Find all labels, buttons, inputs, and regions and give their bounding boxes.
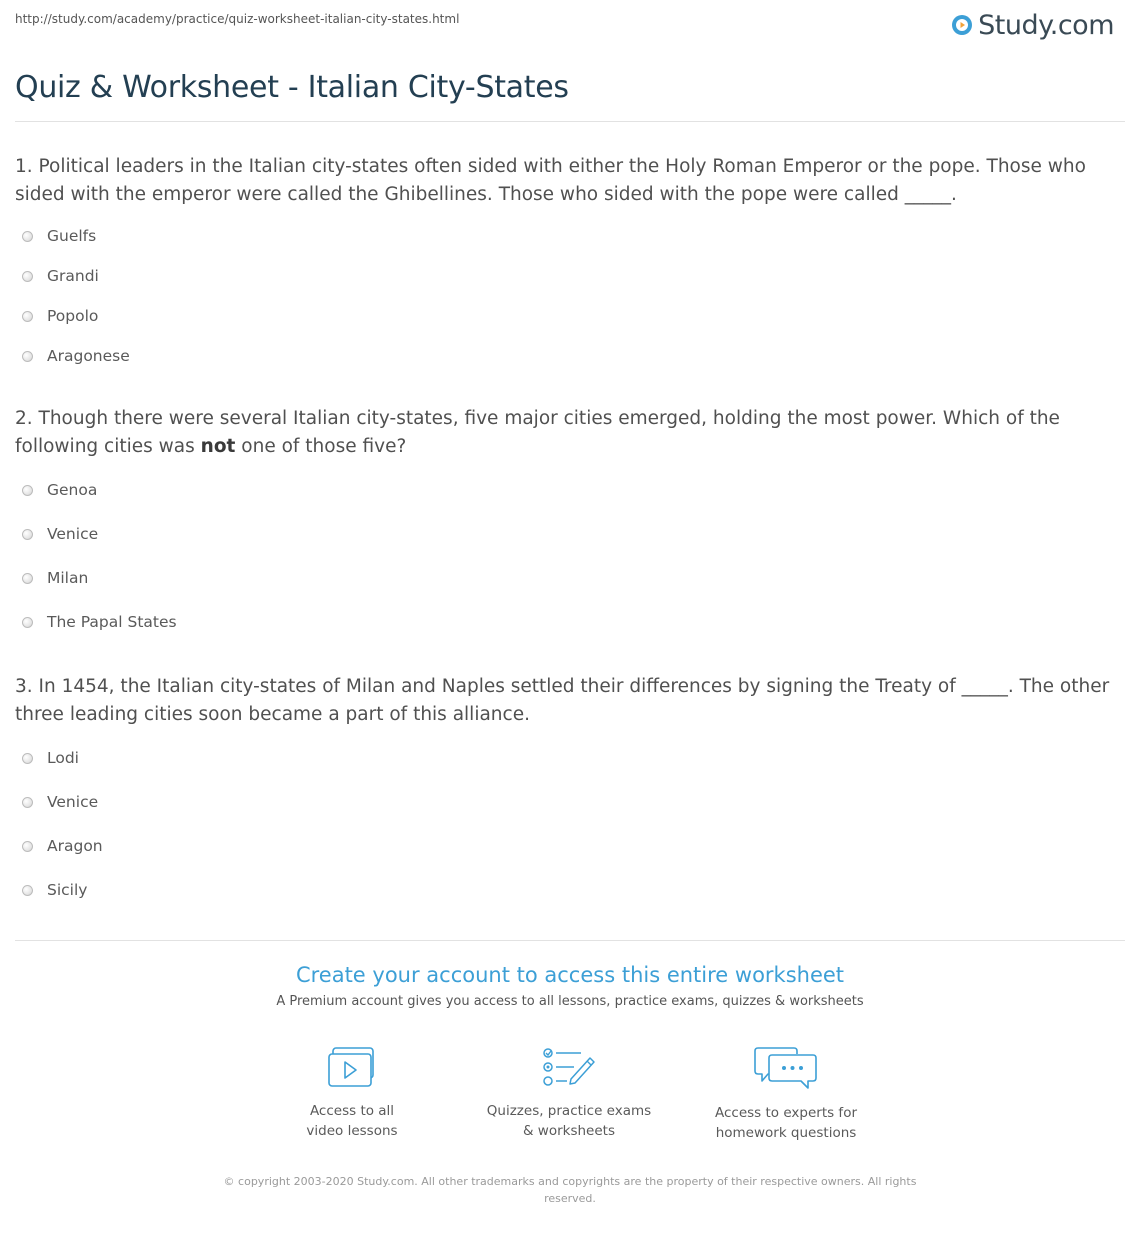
- question-2-option-4[interactable]: [22, 611, 177, 633]
- radio-button[interactable]: [22, 573, 33, 584]
- question-2-text-end: one of those five?: [235, 436, 407, 457]
- chat-bubbles-icon: [754, 1045, 818, 1091]
- logo-text: Study.com: [978, 9, 1114, 41]
- question-1-option-4[interactable]: [22, 345, 130, 367]
- option-label: Guelfs: [47, 227, 97, 245]
- radio-button[interactable]: [22, 231, 33, 242]
- option-label: Grandi: [47, 267, 99, 285]
- question-3-option-2[interactable]: [22, 791, 98, 813]
- cta-subtitle: A Premium account gives you access to all lessons, practice exams, quizzes & worksheets: [276, 994, 864, 1009]
- question-2-option-1[interactable]: [22, 479, 97, 501]
- question-3-text: 3. In 1454, the Italian city-states of Milan and Naples settled their differences by signing the Treaty of _____. The other three leading cities soon became a part of this alliance.: [15, 676, 1110, 725]
- feature-experts: [686, 1045, 886, 1143]
- option-label: Popolo: [47, 307, 99, 325]
- feature-label: Access to experts for homework questions: [714, 1105, 857, 1141]
- quiz-checklist-icon: [541, 1045, 597, 1089]
- question-1-option-3[interactable]: [22, 305, 98, 327]
- feature-quizzes: [469, 1045, 669, 1141]
- option-label: Venice: [47, 525, 99, 543]
- question-2-emphasis: not: [200, 436, 236, 457]
- feature-label: Quizzes, practice exams & worksheets: [486, 1103, 652, 1139]
- radio-button[interactable]: [22, 617, 33, 628]
- radio-button[interactable]: [22, 885, 33, 896]
- cta-title-link[interactable]: Create your account to access this entire worksheet: [295, 963, 845, 987]
- video-lessons-icon: [326, 1045, 378, 1089]
- radio-button[interactable]: [22, 797, 33, 808]
- cta-divider: [15, 940, 1125, 941]
- option-label: Milan: [47, 569, 89, 587]
- question-3-option-4[interactable]: [22, 879, 87, 901]
- page-title: Quiz & Worksheet - Italian City-States: [15, 70, 569, 105]
- radio-button[interactable]: [22, 271, 33, 282]
- question-3-option-1[interactable]: [22, 747, 79, 769]
- radio-button[interactable]: [22, 351, 33, 362]
- question-2-text: [15, 405, 1125, 461]
- study-logo[interactable]: [951, 8, 1114, 42]
- page-url: http://study.com/academy/practice/quiz-worksheet-italian-city-states.html: [15, 12, 460, 26]
- radio-button[interactable]: [22, 753, 33, 764]
- feature-label: Access to all video lessons: [306, 1103, 398, 1139]
- play-circle-icon: [951, 14, 973, 36]
- option-label: Aragon: [47, 837, 103, 855]
- copyright-text: © copyright 2003-2020 Study.com. All other trademarks and copyrights are the property of their respective owners. All rights reserved.: [223, 1175, 917, 1205]
- question-3-option-3[interactable]: [22, 835, 103, 857]
- radio-button[interactable]: [22, 841, 33, 852]
- option-label: Lodi: [47, 749, 79, 767]
- option-label: Sicily: [47, 881, 88, 899]
- question-1-text: 1. Political leaders in the Italian city-states often sided with either the Holy Roman Emperor or the pope. Those who sided with the emperor were called the Ghibellines. Those who sided with the pope were called _____.: [15, 156, 1086, 205]
- question-2-option-3[interactable]: [22, 567, 88, 589]
- feature-video-lessons: [252, 1045, 452, 1141]
- question-2-text-start: 2. Though there were several Italian city-states, five major cities emerged, holding the most power. Which of the following cities was: [15, 408, 1060, 457]
- radio-button[interactable]: [22, 311, 33, 322]
- option-label: Aragonese: [47, 347, 130, 365]
- question-2-option-2[interactable]: [22, 523, 98, 545]
- header-divider: [15, 121, 1125, 122]
- radio-button[interactable]: [22, 529, 33, 540]
- option-label: Genoa: [47, 481, 98, 499]
- option-label: The Papal States: [47, 613, 177, 631]
- option-label: Venice: [47, 793, 99, 811]
- radio-button[interactable]: [22, 485, 33, 496]
- question-1-option-1[interactable]: [22, 225, 96, 247]
- question-1-option-2[interactable]: [22, 265, 99, 287]
